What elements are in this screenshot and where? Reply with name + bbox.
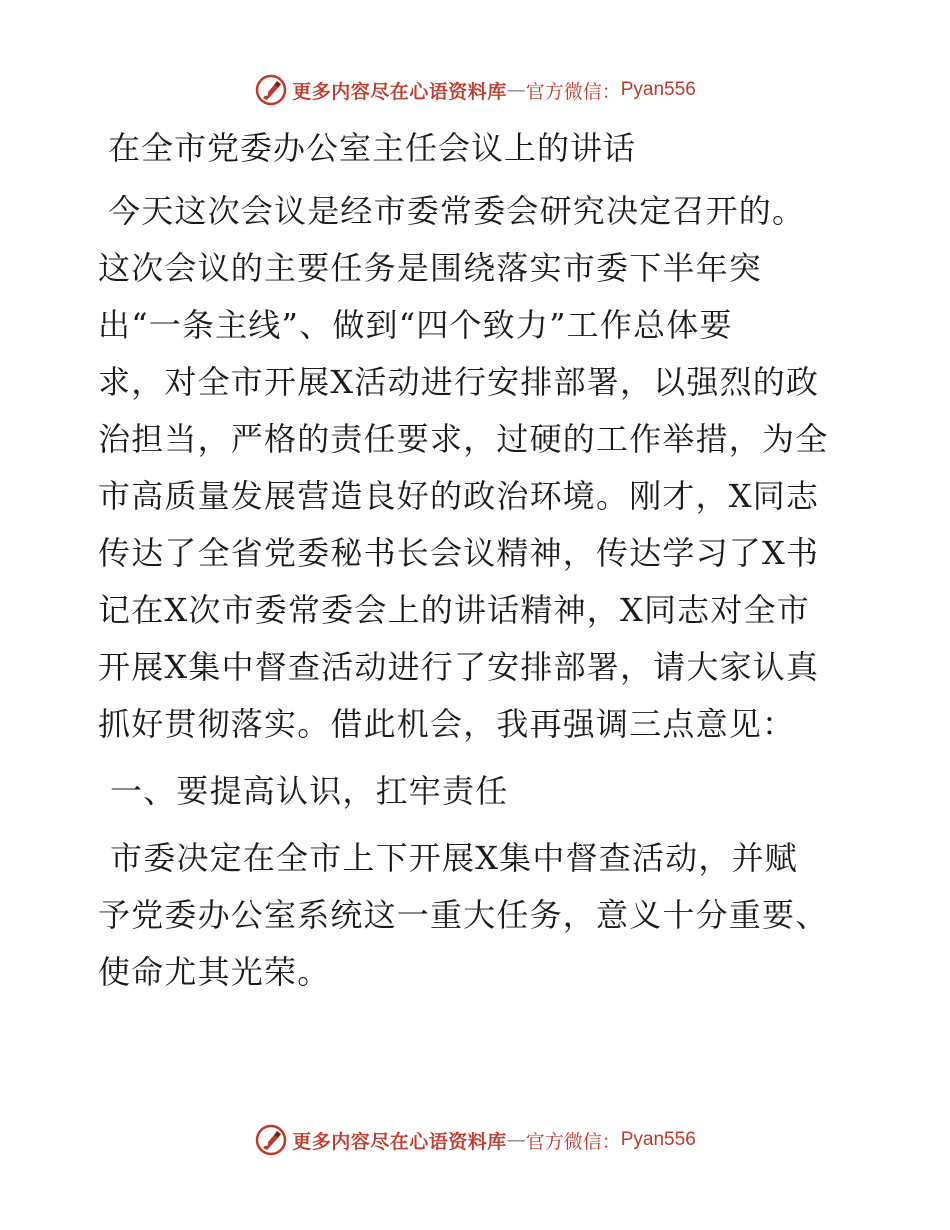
pen-logo-icon xyxy=(254,1123,288,1157)
watermark-brand: 更多内容尽在心语资料库 xyxy=(292,80,507,103)
watermark-wechat-label: 官方微信： xyxy=(525,1130,621,1153)
paragraph-line: 使命尤其光荣。 xyxy=(98,953,331,991)
watermark-brand: 更多内容尽在心语资料库 xyxy=(292,1130,507,1153)
watermark-wechat-id: Pyan556 xyxy=(620,79,696,100)
paragraph-line: 出“一条主线”、做到“四个致力”工作总体要 xyxy=(98,306,733,344)
watermark-banner-top xyxy=(0,70,950,110)
paragraph-line: 治担当，严格的责任要求，过硬的工作举措，为全 xyxy=(98,420,829,458)
paragraph-line: 予党委办公室系统这一重大任务，意义十分重要、 xyxy=(98,896,829,934)
paragraph-line: 今天这次会议是经市委常委会研究决定召开的。 xyxy=(108,192,806,230)
paragraph-line: 开展X集中督查活动进行了安排部署，请大家认真 xyxy=(98,648,820,686)
paragraph-line: 传达了全省党委秘书长会议精神，传达学习了X书 xyxy=(98,534,820,572)
section-heading: 一、要提高认识，扛牢责任 xyxy=(110,772,509,810)
paragraph-line: 这次会议的主要任务是围绕落实市委下半年突 xyxy=(98,249,763,287)
paragraph-2 xyxy=(98,830,858,1001)
paragraph-line: 抓好贯彻落实。借此机会，我再强调三点意见： xyxy=(98,705,796,743)
paragraph-1 xyxy=(98,183,858,753)
watermark-banner-bottom xyxy=(0,1120,950,1160)
watermark-separator: — xyxy=(506,79,526,101)
pen-logo-icon xyxy=(254,73,288,107)
paragraph-line: 市委决定在全市上下开展X集中督查活动，并赋 xyxy=(110,839,798,877)
document-title: 在全市党委办公室主任会议上的讲话 xyxy=(108,129,637,167)
watermark-wechat-label: 官方微信： xyxy=(525,80,621,103)
document-body xyxy=(98,120,858,1001)
paragraph-line: 市高质量发展营造良好的政治环境。刚才，X同志 xyxy=(98,477,820,515)
paragraph-line: 记在X次市委常委会上的讲话精神，X同志对全市 xyxy=(98,591,810,629)
watermark-wechat-id: Pyan556 xyxy=(620,1129,696,1150)
paragraph-line: 求，对全市开展X活动进行安排部署，以强烈的政 xyxy=(98,363,820,401)
watermark-separator: — xyxy=(506,1129,526,1151)
